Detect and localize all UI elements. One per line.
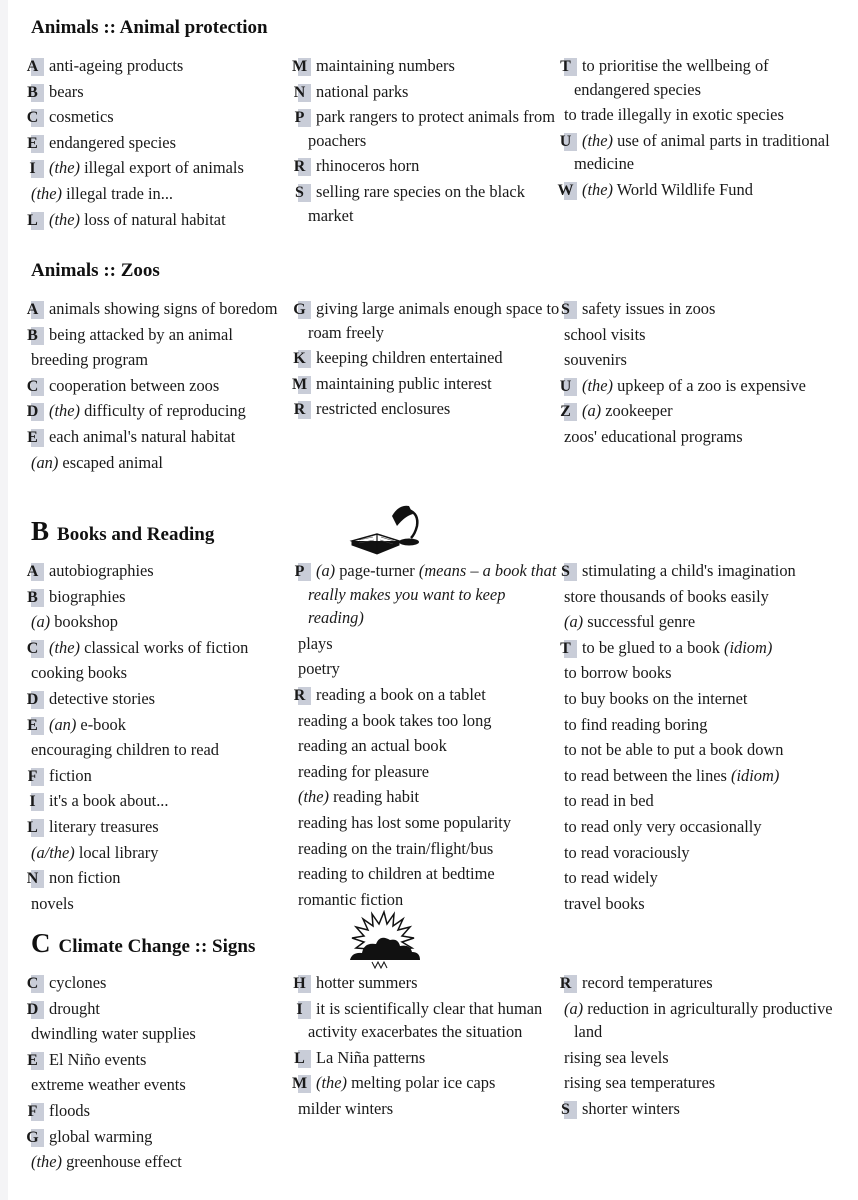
letter-badge: N <box>31 870 44 888</box>
section-title-zoos <box>31 260 160 282</box>
vocab-entry <box>293 154 560 178</box>
vocab-entry <box>298 837 560 861</box>
entry-text: illegal export of animals <box>84 158 244 178</box>
column-2 <box>291 971 560 1123</box>
entry-text: travel books <box>564 893 645 913</box>
letter-badge: M <box>298 376 311 394</box>
vocab-entry <box>26 54 293 78</box>
vocab-entry <box>564 687 844 711</box>
entry-text: melting polar ice caps <box>351 1073 496 1093</box>
article-prefix: (the) <box>582 375 613 395</box>
entry-text: page-turner <box>339 561 415 580</box>
entry-text: to trade illegally in exotic species <box>564 105 784 125</box>
letter-badge: I <box>31 793 44 811</box>
entry-text: detective stories <box>49 688 156 708</box>
section-letter: C <box>31 928 51 958</box>
entry-text: La Niña patterns <box>316 1047 426 1067</box>
sun-cloud-illustration <box>342 910 426 974</box>
vocab-entry <box>26 105 293 129</box>
vocab-entry <box>564 585 844 609</box>
letter-badge: L <box>31 819 44 837</box>
vocab-entry <box>564 610 844 634</box>
vocab-entry <box>298 734 560 758</box>
entry-text: encouraging children to read <box>31 740 219 760</box>
entry-text: reading to children at bedtime <box>298 864 495 884</box>
vocab-entry <box>564 1046 844 1070</box>
vocab-entry <box>293 971 560 995</box>
entry-text: biographies <box>49 586 126 606</box>
entry-text: literary treasures <box>49 816 159 836</box>
letter-badge: I <box>298 1001 311 1019</box>
entry-text: rhinoceros horn <box>316 156 420 176</box>
entry-text: reading habit <box>333 787 420 807</box>
entry-text: local library <box>78 842 159 862</box>
vocab-entry <box>31 661 293 685</box>
article-prefix: (the) <box>31 183 62 203</box>
article-prefix: (the) <box>49 158 80 178</box>
letter-badge: A <box>31 58 44 76</box>
entry-text: national parks <box>316 81 409 101</box>
vocab-entry <box>26 1125 293 1149</box>
entry-text: restricted enclosures <box>316 399 451 419</box>
entry-text: school visits <box>564 324 646 344</box>
letter-badge: N <box>298 84 311 102</box>
letter-badge: G <box>298 301 311 319</box>
section-title-text: Animals :: Animal protection <box>31 17 268 38</box>
entry-text: to borrow books <box>564 663 672 683</box>
column-2 <box>291 297 560 423</box>
vocab-entry <box>27 585 293 609</box>
letter-badge: S <box>298 184 311 202</box>
entry-text: record temperatures <box>582 973 713 992</box>
entry-text: breeding program <box>31 350 148 370</box>
section-title-text: Climate Change :: Signs <box>58 936 256 957</box>
letter-badge: R <box>564 975 577 993</box>
entry-text: greenhouse effect <box>66 1152 182 1172</box>
vocab-entry <box>27 80 293 104</box>
entry-text: extreme weather events <box>31 1075 186 1095</box>
vocab-entry <box>564 892 844 916</box>
entry-text: reading for pleasure <box>298 761 430 781</box>
letter-badge: R <box>298 687 311 705</box>
article-prefix: (the) <box>31 1152 62 1172</box>
vocab-entry <box>564 1071 844 1095</box>
entry-text: classical works of fiction <box>84 637 249 657</box>
entry-text: reduction in agriculturally productive land <box>574 998 833 1042</box>
vocab-entry <box>27 131 293 155</box>
article-prefix: (the) <box>49 401 80 421</box>
column-1 <box>26 54 293 233</box>
entry-text: floods <box>49 1100 90 1120</box>
vocab-entry <box>31 182 293 206</box>
article-prefix: (a) <box>564 612 584 632</box>
letter-badge: P <box>298 109 311 127</box>
letter-badge: E <box>31 429 44 447</box>
entry-text: reading a book takes too long <box>298 710 492 730</box>
entry-text: to be glued to a book <box>582 637 720 657</box>
article-prefix: (an) <box>49 714 77 734</box>
entry-text: safety issues in zoos <box>582 299 716 318</box>
vocab-entry <box>31 789 293 813</box>
letter-badge: L <box>298 1050 311 1068</box>
vocab-entry <box>564 425 844 449</box>
vocab-entry <box>298 785 560 809</box>
entry-text: El Niño events <box>49 1049 147 1069</box>
vocab-entry <box>31 1150 293 1174</box>
vocab-entry <box>298 760 560 784</box>
entry-text: giving large animals enough space to roam freely <box>308 299 560 342</box>
vocab-entry <box>564 997 844 1044</box>
vocab-entry <box>26 997 293 1021</box>
page-edge <box>0 0 8 1200</box>
article-prefix: (a) <box>316 561 336 580</box>
section-title-climate <box>31 928 255 959</box>
letter-badge: R <box>298 401 311 419</box>
column-3 <box>557 54 844 204</box>
entry-text: animals showing signs of boredom <box>49 299 278 318</box>
letter-badge: B <box>31 327 44 345</box>
entry-text: rising sea levels <box>564 1047 669 1067</box>
vocab-entry <box>27 323 293 347</box>
entry-text: endangered species <box>49 132 176 152</box>
vocab-entry <box>564 815 844 839</box>
entry-text: anti-ageing products <box>49 56 184 75</box>
letter-badge: M <box>298 58 311 76</box>
vocab-entry <box>564 323 844 347</box>
vocab-entry <box>27 1099 293 1123</box>
vocab-entry <box>298 1097 560 1121</box>
entry-note: (idiom) <box>731 765 780 785</box>
vocab-entry <box>298 862 560 886</box>
vocab-entry <box>559 971 844 995</box>
letter-badge: F <box>31 1103 44 1121</box>
entry-text: zookeeper <box>605 401 673 421</box>
entry-text: successful genre <box>587 612 696 632</box>
vocab-entry <box>564 789 844 813</box>
vocab-entry <box>27 713 293 737</box>
entry-note: (means – a book that really makes you want to keep reading) <box>308 561 557 628</box>
article-prefix: (a) <box>31 612 51 632</box>
entry-text: romantic fiction <box>298 889 404 909</box>
entry-text: escaped animal <box>62 452 163 472</box>
vocab-entry <box>561 297 844 321</box>
vocab-entry <box>564 841 844 865</box>
entry-text: to read voraciously <box>564 842 690 862</box>
entry-text: cosmetics <box>49 107 114 127</box>
vocab-entry <box>294 559 560 630</box>
article-prefix: (the) <box>49 637 80 657</box>
entry-text: to not be able to put a book down <box>564 740 784 760</box>
letter-badge: G <box>31 1129 44 1147</box>
vocab-entry <box>31 892 293 916</box>
letter-badge: A <box>31 563 44 581</box>
vocab-entry <box>298 888 560 912</box>
vocab-entry <box>31 738 293 762</box>
vocab-entry <box>26 687 293 711</box>
entry-text: shorter winters <box>582 1098 680 1118</box>
vocab-entry <box>564 738 844 762</box>
article-prefix: (an) <box>31 452 59 472</box>
entry-text: poetry <box>298 659 340 679</box>
entry-text: reading an actual book <box>298 736 447 756</box>
entry-text: bookshop <box>54 612 118 632</box>
column-1 <box>26 971 293 1176</box>
vocab-entry <box>31 1073 293 1097</box>
entry-text: World Wildlife Fund <box>616 179 753 199</box>
article-prefix: (the) <box>316 1073 347 1093</box>
vocab-entry <box>298 709 560 733</box>
entry-text: upkeep of a zoo is expensive <box>617 375 806 395</box>
entry-text: rising sea temperatures <box>564 1073 716 1093</box>
entry-text: to read between the lines <box>564 765 727 785</box>
vocab-entry <box>293 346 560 370</box>
vocab-entry <box>564 661 844 685</box>
vocab-entry <box>293 397 560 421</box>
letter-badge: I <box>31 160 44 178</box>
vocab-entry <box>557 178 844 202</box>
vocab-entry <box>31 1022 293 1046</box>
vocab-entry <box>31 156 293 180</box>
entry-text: to prioritise the wellbeing of endangered species <box>574 56 769 99</box>
entry-text: milder winters <box>298 1098 394 1118</box>
letter-badge: U <box>564 378 577 396</box>
entry-text: cooperation between zoos <box>49 375 220 395</box>
entry-text: stimulating a child's imagination <box>582 561 796 580</box>
letter-badge: C <box>31 640 44 658</box>
vocab-entry <box>298 811 560 835</box>
letter-badge: T <box>564 58 577 76</box>
entry-text: selling rare species on the black market <box>308 181 525 225</box>
letter-badge: C <box>31 378 44 396</box>
vocab-entry <box>559 374 844 398</box>
entry-text: autobiographies <box>49 561 154 580</box>
letter-badge: T <box>564 640 577 658</box>
vocab-entry <box>27 425 293 449</box>
vocab-entry <box>26 297 293 321</box>
column-2 <box>291 54 560 229</box>
entry-text: illegal trade in... <box>66 183 174 203</box>
letter-badge: L <box>31 212 44 230</box>
section-title-books <box>31 516 214 547</box>
letter-badge: D <box>31 691 44 709</box>
vocab-entry <box>291 1071 560 1095</box>
vocab-entry <box>27 764 293 788</box>
letter-badge: E <box>31 135 44 153</box>
vocab-entry <box>27 1048 293 1072</box>
entry-text: difficulty of reproducing <box>84 401 246 421</box>
letter-badge: S <box>564 1101 577 1119</box>
vocab-entry <box>294 1046 560 1070</box>
vocab-entry <box>27 208 293 232</box>
vocab-entry <box>293 683 560 707</box>
article-prefix: (the) <box>49 209 80 229</box>
section-title-text: Animals :: Zoos <box>31 260 160 281</box>
entry-text: maintaining numbers <box>316 56 455 75</box>
entry-text: drought <box>49 998 100 1018</box>
letter-badge: H <box>298 975 311 993</box>
article-prefix: (the) <box>582 179 613 199</box>
entry-text: it's a book about... <box>49 791 169 811</box>
letter-badge: C <box>31 109 44 127</box>
section-letter: B <box>31 516 50 546</box>
letter-badge: B <box>31 84 44 102</box>
entry-text: reading has lost some popularity <box>298 812 512 832</box>
entry-text: bears <box>49 81 84 101</box>
column-3 <box>559 971 844 1123</box>
column-3 <box>559 297 844 451</box>
vocab-entry <box>293 297 560 344</box>
entry-text: global warming <box>49 1126 153 1146</box>
vocab-entry <box>564 764 844 788</box>
vocab-entry <box>26 636 293 660</box>
column-1 <box>26 559 293 917</box>
entry-text: use of animal parts in traditional medicine <box>574 130 830 174</box>
vocab-entry <box>27 815 293 839</box>
vocab-entry <box>291 372 560 396</box>
letter-badge: W <box>564 182 577 200</box>
vocab-entry <box>564 713 844 737</box>
entry-text: to find reading boring <box>564 714 708 734</box>
letter-badge: U <box>564 133 577 151</box>
letter-badge: P <box>298 563 311 581</box>
book-lamp-illustration <box>347 496 427 560</box>
vocab-entry <box>560 54 844 101</box>
entry-text: it is scientifically clear that human activity exacerbates the situation <box>308 998 543 1042</box>
vocab-entry <box>26 866 293 890</box>
entry-text: to read widely <box>564 868 658 888</box>
entry-text: zoos' educational programs <box>564 426 743 446</box>
entry-text: hotter summers <box>316 973 418 992</box>
letter-badge: S <box>564 563 577 581</box>
entry-text: fiction <box>49 765 92 785</box>
vocab-entry <box>560 399 844 423</box>
vocab-entry <box>564 103 844 127</box>
section-title-animal-protection <box>31 17 268 39</box>
entry-text: souvenirs <box>564 350 627 370</box>
letter-badge: A <box>31 301 44 319</box>
entry-text: plays <box>298 633 333 653</box>
entry-text: keeping children entertained <box>316 348 503 368</box>
column-3 <box>560 559 844 917</box>
vocab-entry <box>293 80 560 104</box>
article-prefix: (a) <box>582 401 602 421</box>
vocab-entry <box>561 1097 844 1121</box>
column-2 <box>293 559 560 913</box>
entry-text: park rangers to protect animals from poachers <box>308 107 555 150</box>
vocab-entry <box>564 866 844 890</box>
vocab-entry <box>31 451 293 475</box>
entry-text: novels <box>31 893 74 913</box>
article-prefix: (a) <box>564 998 584 1018</box>
section-title-text: Books and Reading <box>57 524 215 545</box>
article-prefix: (the) <box>582 130 613 150</box>
vocab-entry <box>564 348 844 372</box>
entry-text: reading on the train/flight/bus <box>298 838 494 858</box>
column-1 <box>26 297 293 476</box>
letter-badge: E <box>31 1052 44 1070</box>
entry-note: (idiom) <box>724 637 773 657</box>
entry-text: cyclones <box>49 973 107 992</box>
letter-badge: S <box>564 301 577 319</box>
article-prefix: (a/the) <box>31 842 75 862</box>
letter-badge: K <box>298 350 311 368</box>
vocab-entry <box>298 997 560 1044</box>
vocab-entry <box>295 180 560 227</box>
vocab-entry <box>560 636 844 660</box>
letter-badge: R <box>298 158 311 176</box>
entry-text: reading a book on a tablet <box>316 684 486 704</box>
letter-badge: E <box>31 717 44 735</box>
letter-badge: Z <box>564 403 577 421</box>
entry-text: non fiction <box>49 868 121 888</box>
vocab-entry <box>298 632 560 656</box>
vocab-entry <box>31 348 293 372</box>
letter-badge: D <box>31 1001 44 1019</box>
vocab-entry <box>298 657 560 681</box>
entry-text: maintaining public interest <box>316 373 492 393</box>
entry-text: to read only very occasionally <box>564 816 762 836</box>
vocab-entry <box>294 105 560 152</box>
entry-text: being attacked by an animal <box>49 324 233 344</box>
vocab-entry <box>26 559 293 583</box>
letter-badge: C <box>31 975 44 993</box>
letter-badge: M <box>298 1075 311 1093</box>
vocab-entry <box>26 971 293 995</box>
vocab-entry <box>31 841 293 865</box>
letter-badge: F <box>31 768 44 786</box>
vocab-entry <box>559 129 844 176</box>
vocab-entry <box>291 54 560 78</box>
entry-text: to buy books on the internet <box>564 688 748 708</box>
entry-text: loss of natural habitat <box>84 209 226 229</box>
vocab-entry <box>26 374 293 398</box>
vocab-entry <box>561 559 844 583</box>
article-prefix: (the) <box>298 787 329 807</box>
entry-text: dwindling water supplies <box>31 1024 196 1044</box>
letter-badge: B <box>31 589 44 607</box>
entry-text: cooking books <box>31 663 128 683</box>
letter-badge: D <box>31 403 44 421</box>
entry-text: e-book <box>80 714 126 734</box>
entry-text: to read in bed <box>564 791 654 811</box>
entry-text: each animal's natural habitat <box>49 426 236 446</box>
vocab-entry <box>26 399 293 423</box>
entry-text: store thousands of books easily <box>564 586 769 606</box>
vocab-entry <box>31 610 293 634</box>
